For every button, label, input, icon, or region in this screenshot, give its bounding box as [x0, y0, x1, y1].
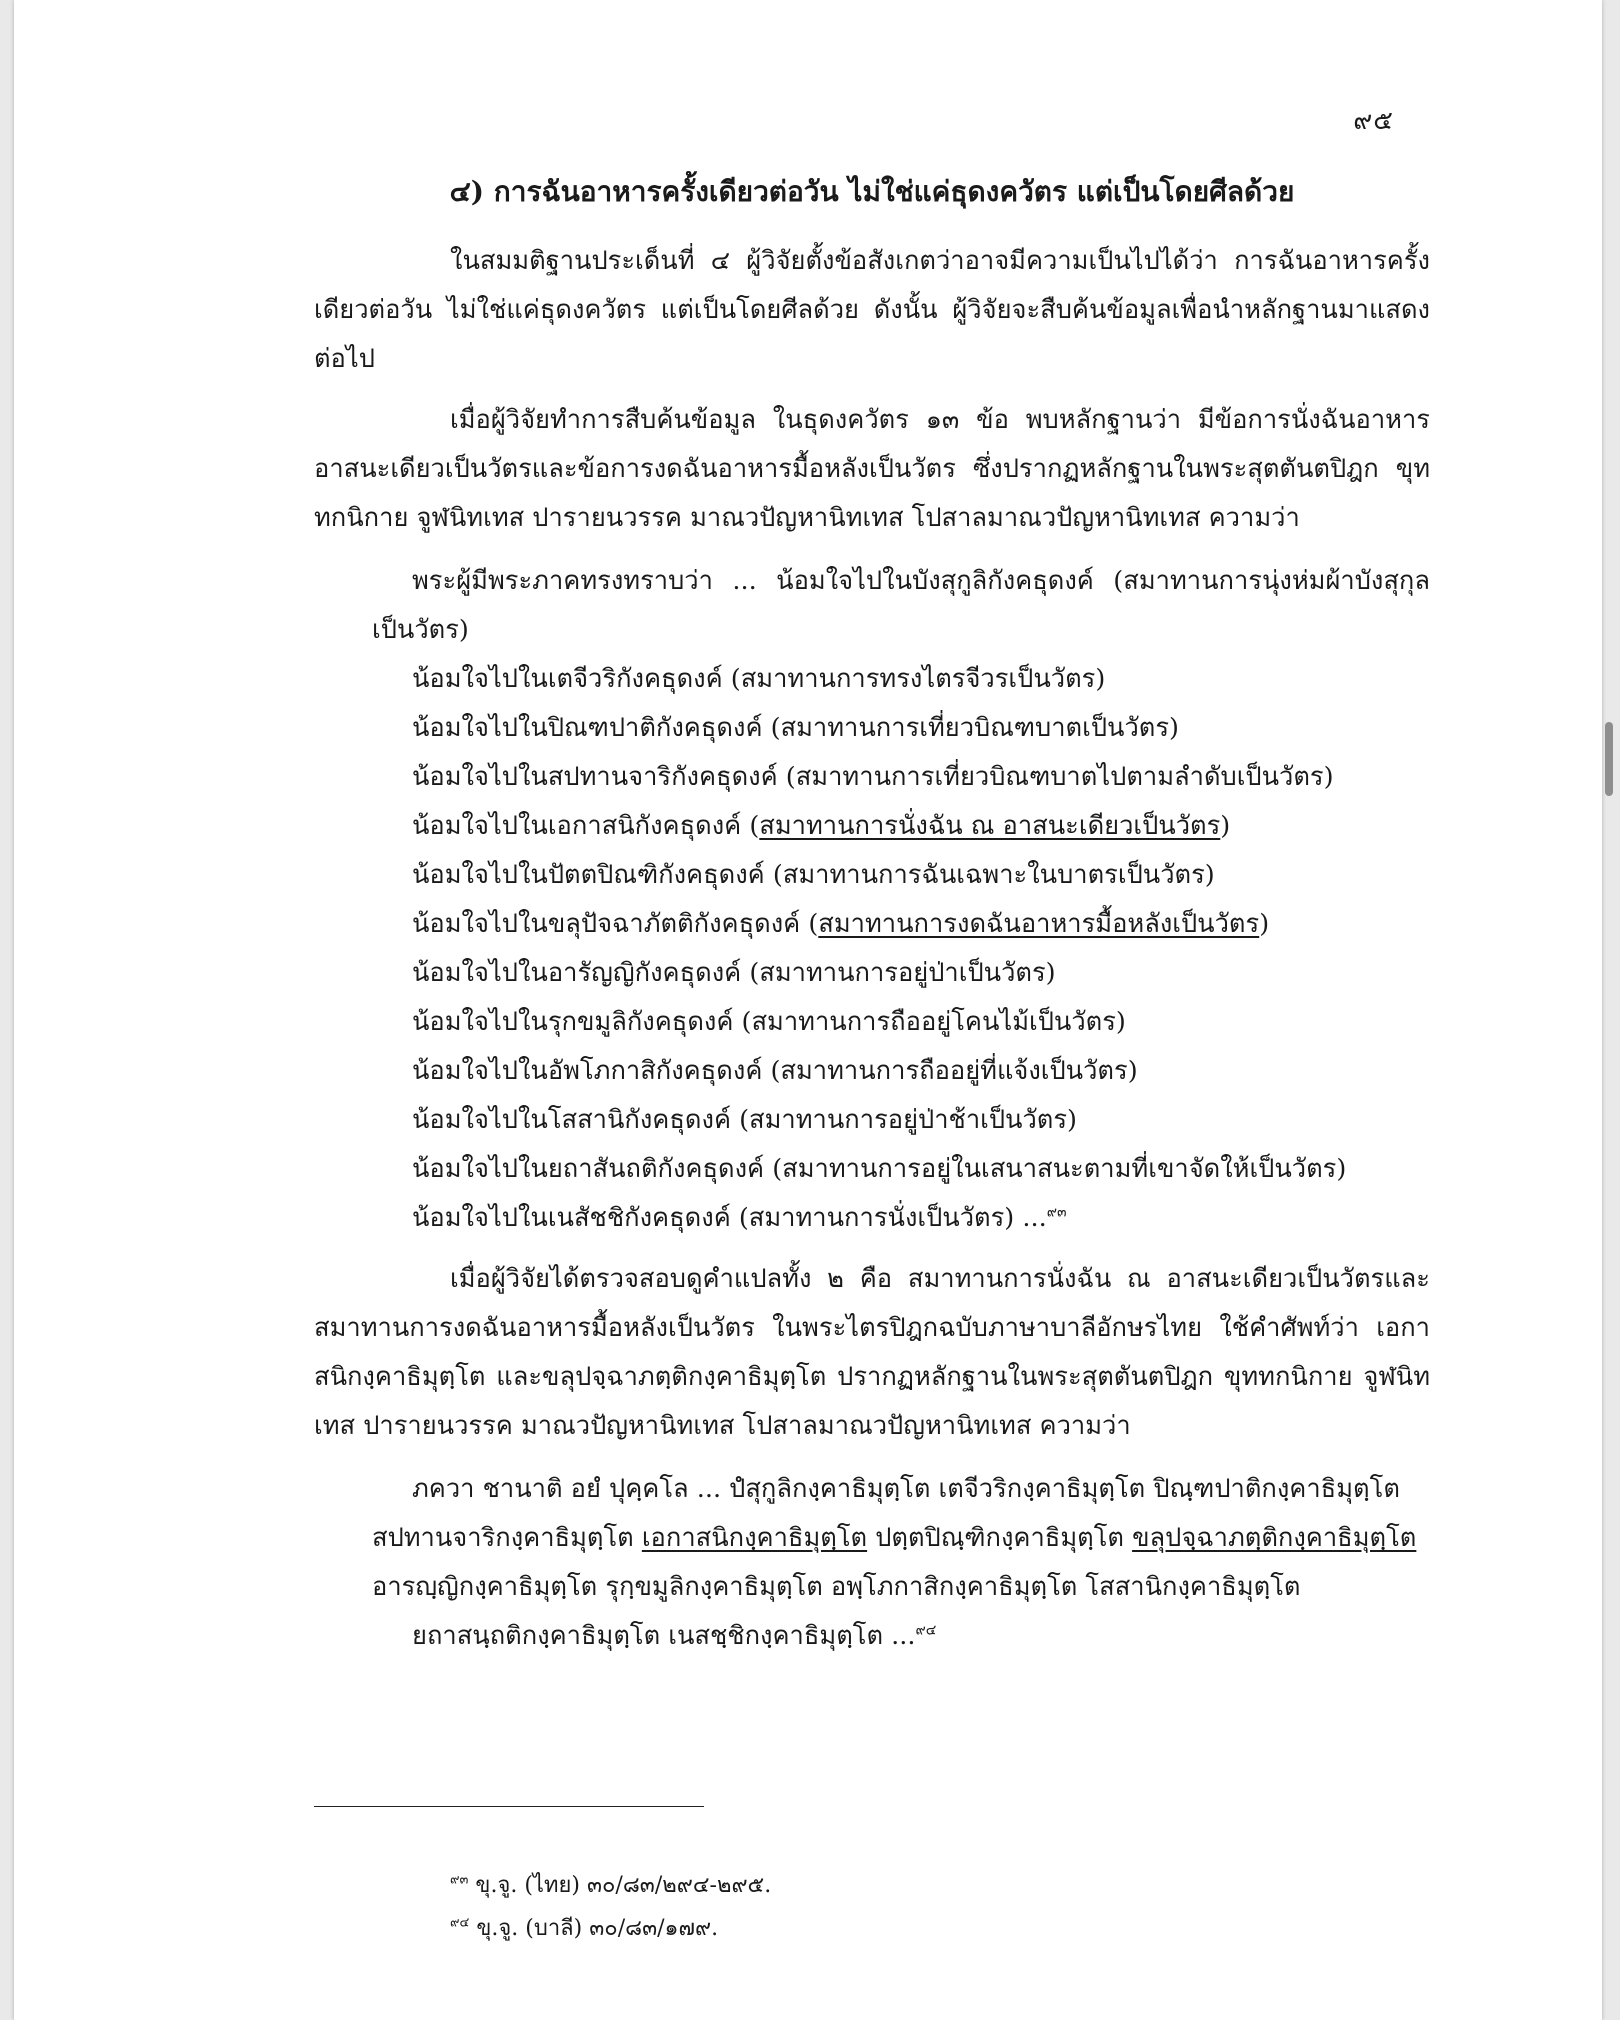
paragraph-search-findings: เมื่อผู้วิจัยทำการสืบค้นข้อมูล ในธุดงควัตร ๑๓ ข้อ พบหลักฐานว่า มีข้อการนั่งฉันอาหารอาสนะเดียวเป็นวัตรและข้อการงดฉันอาหารมื้อหลังเป็นวัตร ซึ่งปรากฏหลักฐานในพระสุตตันตปิฎก ขุททกนิกาย จูฬนิทเทส ปารายนวรรค มาณวปัญหานิทเทส โปสาลมาณวปัญหานิทเทส ความว่า [314, 405, 1430, 533]
quote-thai-line: น้อมใจไปในปิณฑปาติกังคธุดงค์ (สมาทานการเที่ยวบิณฑบาตเป็นวัตร) [412, 713, 1179, 743]
quote-thai-line: น้อมใจไปในรุกขมูลิกังคธุดงค์ (สมาทานการถืออยู่โคนไม้เป็นวัตร) [412, 1007, 1126, 1037]
footnote-text: ขุ.จู. (ไทย) ๓๐/๘๓/๒๙๔-๒๙๕. [468, 1873, 772, 1898]
quote-text: น้อมใจไปในขลุปัจฉาภัตติกังคธุดงค์ ( [412, 909, 819, 939]
footnote-marker: ๙๓ [450, 1872, 469, 1888]
paragraph-hypothesis: ในสมมติฐานประเด็นที่ ๔ ผู้วิจัยตั้งข้อสังเกตว่าอาจมีความเป็นไปได้ว่า การฉันอาหารครั้งเดียวต่อวัน ไม่ใช่แค่ธุดงควัตร แต่เป็นโดยศีลด้วย ดังนั้น ผู้วิจัยจะสืบค้นข้อมูลเพื่อนำหลักฐานมาแสดงต่อไป [314, 246, 1430, 374]
quote-thai-line: น้อมใจไปในสปทานจาริกังคธุดงค์ (สมาทานการเที่ยวบิณฑบาตไปตามลำดับเป็นวัตร) [412, 762, 1334, 792]
quote-thai-line-khalupacchabhattika [412, 900, 1269, 949]
quote-pali-first: ภควา ชานาติ อยํ ปุคฺคโล ... ปํสุกูลิกงฺคาธิมุตฺโต เตจีวริกงฺคาธิมุตฺโต ปิณฺฑปาติกงฺคาธิมุตฺโต [412, 1474, 1400, 1504]
quote-pali-line: อารญฺญิกงฺคาธิมุตฺโต รุกฺขมูลิกงฺคาธิมุตฺโต อพฺโภกาสิกงฺคาธิมุตฺโต โสสานิกงฺคาธิมุตฺโต [372, 1572, 1301, 1602]
quote-thai-line: น้อมใจไปในอัพโภกาสิกังคธุดงค์ (สมาทานการถืออยู่ที่แจ้งเป็นวัตร) [412, 1056, 1138, 1086]
footnote-separator [314, 1806, 704, 1807]
section-heading: ๔) การฉันอาหารครั้งเดียวต่อวัน ไม่ใช่แค่ธุดงควัตร แต่เป็นโดยศีลด้วย [449, 175, 1295, 208]
quote-pali-line-underlined [372, 1514, 1416, 1563]
quote-thai-line: น้อมใจไปในอารัญญิกังคธุดงค์ (สมาทานการอยู่ป่าเป็นวัตร) [412, 958, 1056, 988]
footnote [450, 1870, 771, 1902]
quote-thai-line: น้อมใจไปในเตจีวริกังคธุดงค์ (สมาทานการทรงไตรจีวรเป็นวัตร) [412, 664, 1106, 694]
paragraph-pali-terms: เมื่อผู้วิจัยได้ตรวจสอบดูคำแปลทั้ง ๒ คือ สมาทานการนั่งฉัน ณ อาสนะเดียวเป็นวัตรและสมาทานการงดฉันอาหารมื้อหลังเป็นวัตร ในพระไตรปิฎกฉบับภาษาบาลีอักษรไทย ใช้คำศัพท์ว่า เอกาสนิกงฺคาธิมุตฺโต และขลุปจฺฉาภตฺติกงฺคาธิมุตฺโต ปรากฏหลักฐานในพระสุตตันตปิฎก ขุททกนิกาย จูฬนิทเทส ปารายนวรรค มาณวปัญหานิทเทส โปสาลมาณวปัญหานิทเทส ความว่า [314, 1264, 1430, 1441]
footnote-marker: ๙๔ [450, 1915, 470, 1931]
quote-thai-line: น้อมใจไปในยถาสันถติกังคธุดงค์ (สมาทานการอยู่ในเสนาสนะตามที่เขาจัดให้เป็นวัตร) [412, 1154, 1347, 1184]
scrollbar-thumb[interactable] [1605, 722, 1613, 796]
underlined-phrase: ขลุปจฺฉาภตฺติกงฺคาธิมุตฺโต [1132, 1523, 1417, 1553]
quote-pali-line-last [412, 1612, 936, 1661]
quote-text: น้อมใจไปในเอกาสนิกังคธุดงค์ ( [412, 811, 760, 841]
underlined-phrase: สมาทานการนั่งฉัน ณ อาสนะเดียวเป็นวัตร [759, 811, 1221, 841]
quote-text: ยถาสนฺถติกงฺคาธิมุตฺโต เนสชฺชิกงฺคาธิมุตฺโต ... [412, 1621, 916, 1651]
footnote-text: ขุ.จู. (บาลี) ๓๐/๘๓/๑๗๙. [469, 1916, 719, 1941]
quote-text: ) [1259, 909, 1270, 939]
quote-thai-line-last [412, 1194, 1067, 1243]
quote-thai-line-ekasanika [412, 802, 1230, 851]
quote-text: ) [1220, 811, 1231, 841]
quote-text: ปตฺตปิณฺฑิกงฺคาธิมุตฺโต [867, 1523, 1133, 1553]
underlined-phrase: สมาทานการงดฉันอาหารมื้อหลังเป็นวัตร [818, 909, 1260, 939]
underlined-phrase: เอกาสนิกงฺคาธิมุตฺโต [641, 1523, 868, 1553]
document-page [14, 0, 1602, 2020]
quote-thai-line: น้อมใจไปในโสสานิกังคธุดงค์ (สมาทานการอยู่ป่าช้าเป็นวัตร) [412, 1105, 1078, 1135]
quote-text: สปทานจาริกงฺคาธิมุตฺโต [372, 1523, 642, 1553]
page-number: ๙๕ [1353, 106, 1394, 136]
footnote-ref: ๙๔ [915, 1622, 937, 1639]
quote-thai-first: พระผู้มีพระภาคทรงทราบว่า ... น้อมใจไปในบังสุกูลิกังคธุดงค์ (สมาทานการนุ่งห่มผ้าบังสุกุลเป็นวัตร) [372, 566, 1430, 645]
footnote-ref: ๙๓ [1046, 1204, 1067, 1221]
footnote [450, 1913, 718, 1945]
quote-thai-line: น้อมใจไปในปัตตปิณฑิกังคธุดงค์ (สมาทานการฉันเฉพาะในบาตรเป็นวัตร) [412, 860, 1215, 890]
quote-text: น้อมใจไปในเนสัชชิกังคธุดงค์ (สมาทานการนั่งเป็นวัตร) ... [412, 1203, 1047, 1233]
